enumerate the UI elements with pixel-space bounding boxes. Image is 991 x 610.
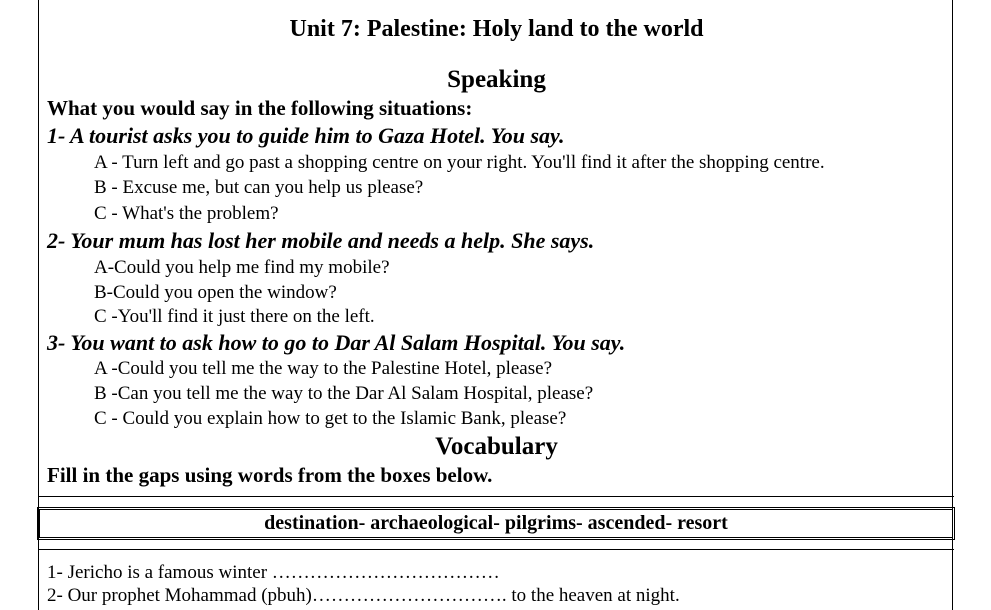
speaking-instruction: What you would say in the following situations: bbox=[47, 96, 473, 120]
question-1-option-a: A - Turn left and go past a shopping centre on your right. You'll find it after the shopping centre. bbox=[94, 152, 825, 173]
divider-line bbox=[39, 549, 954, 550]
vocabulary-heading: Vocabulary bbox=[435, 433, 558, 460]
divider-line bbox=[39, 496, 954, 497]
question-2-option-b: B-Could you open the window? bbox=[94, 282, 337, 303]
word-box: destination- archaeological- pilgrims- ascended- resort bbox=[37, 507, 955, 540]
question-2-option-a: A-Could you help me find my mobile? bbox=[94, 257, 390, 278]
question-1-option-c: C - What's the problem? bbox=[94, 203, 279, 224]
question-1-prompt: 1- A tourist asks you to guide him to Gaza Hotel. You say. bbox=[47, 123, 565, 148]
fill-item-2: 2- Our prophet Mohammad (pbuh)…………………………. to the heaven at night. bbox=[47, 585, 680, 606]
page-title: Unit 7: Palestine: Holy land to the world bbox=[289, 16, 704, 42]
question-3-option-a: A -Could you tell me the way to the Palestine Hotel, please? bbox=[94, 358, 553, 379]
question-2-prompt: 2- Your mum has lost her mobile and needs a help. She says. bbox=[47, 228, 595, 253]
question-3-prompt: 3- You want to ask how to go to Dar Al Salam Hospital. You say. bbox=[47, 330, 626, 355]
speaking-heading: Speaking bbox=[447, 66, 546, 93]
question-1-option-b: B - Excuse me, but can you help us please? bbox=[94, 177, 424, 198]
vocabulary-instruction: Fill in the gaps using words from the boxes below. bbox=[47, 463, 493, 487]
question-3-option-c: C - Could you explain how to get to the Islamic Bank, please? bbox=[94, 408, 567, 429]
question-3-option-b: B -Can you tell me the way to the Dar Al Salam Hospital, please? bbox=[94, 383, 594, 404]
question-2-option-c: C -You'll find it just there on the left. bbox=[94, 306, 375, 327]
worksheet-page bbox=[38, 0, 953, 610]
fill-item-1: 1- Jericho is a famous winter ……………………………… bbox=[47, 562, 500, 583]
